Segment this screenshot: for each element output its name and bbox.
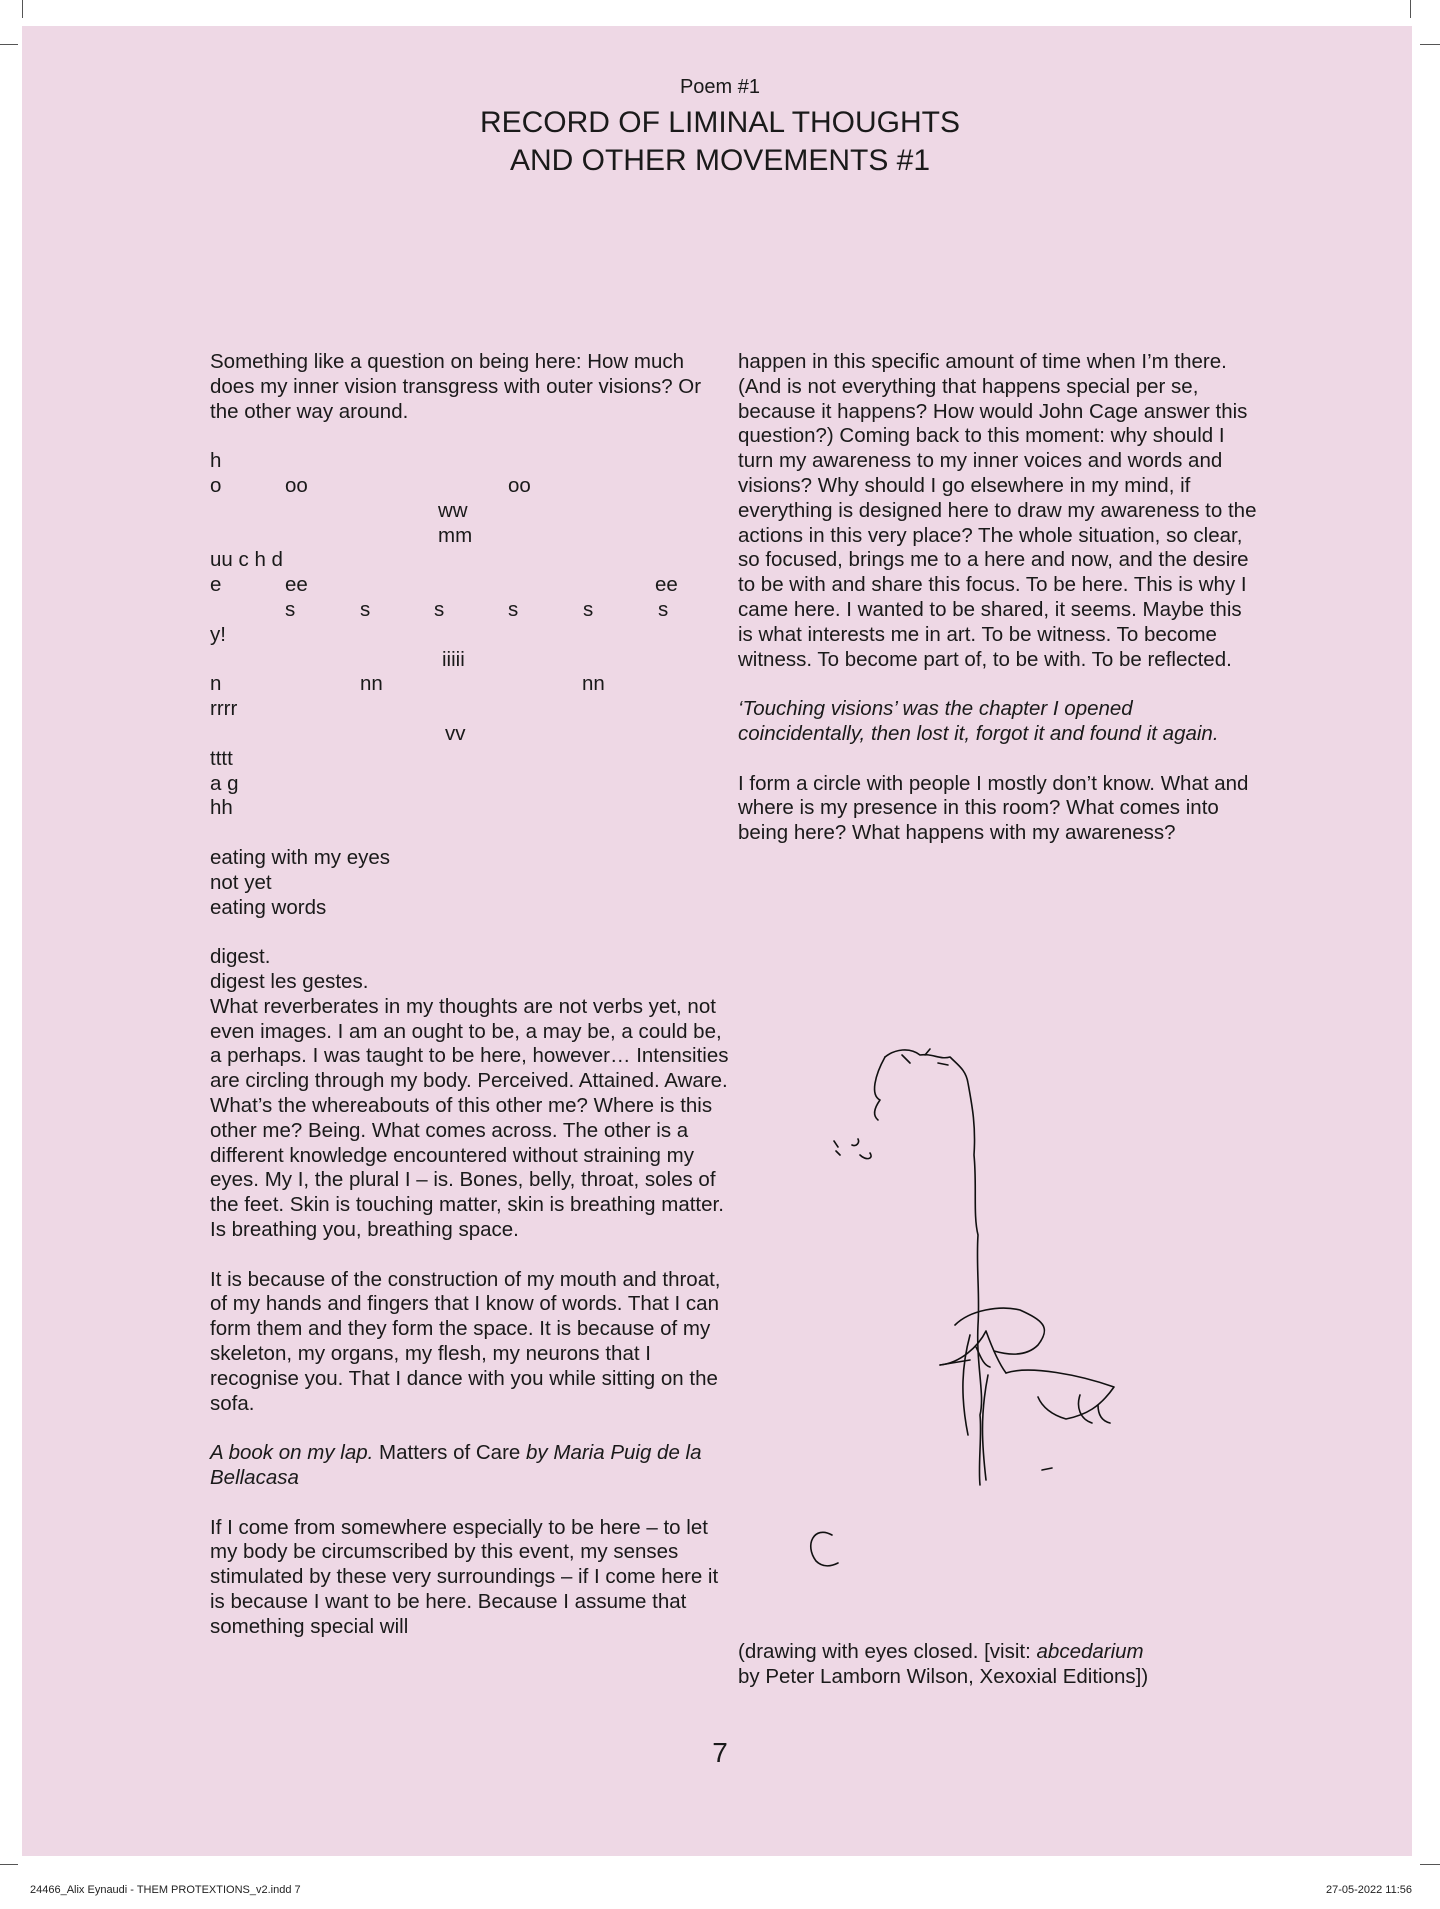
caption-credit: by Peter Lamborn Wilson, Xexoxial Editions]) xyxy=(738,1664,1149,1688)
slug-date: 27-05-2022 11:56 xyxy=(1325,1884,1412,1896)
concrete-letter: rrrr xyxy=(210,697,238,721)
crop-mark xyxy=(22,0,23,18)
concrete-poem xyxy=(210,449,730,821)
happen-paragraph: happen in this specific amount of time when I’m there. (And is not everything that happens special per se, because it happens? How would John Cage answer this question?) Coming back to this moment: why should I turn my awareness to my inner voices and words and visions? Why should I go elsewhere in my mind, if everything is designed here to draw my awareness to the actions in this very place? The whole situation, so clear, so focused, brings me to a here and now, and the desire to be with and share this focus. To be here. This is why I came here. I wanted to be shared, it seems. Maybe this is what interests me in art. To be witness. To become witness. To become part of, to be with. To be reflected. xyxy=(738,350,1257,671)
construction-paragraph: It is because of the construction of my mouth and throat, of my hands and fingers that I know of words. That I can form them and they form the space. It is because of my skeleton, my organs, my flesh, my neurons that I recognise you. That I dance with you while sitting on the sofa. xyxy=(210,1267,721,1415)
page-number: 7 xyxy=(712,1737,728,1768)
concrete-letter: a g xyxy=(210,771,239,795)
citation-italic: A book on my lap. xyxy=(210,1441,374,1465)
concrete-letter: nn xyxy=(360,672,383,696)
concrete-letter: s xyxy=(583,597,594,621)
concrete-letter: s xyxy=(285,597,296,621)
left-column xyxy=(210,350,730,1664)
citation-author: by Maria Puig de la Bellacasa xyxy=(210,1441,702,1489)
concrete-letter: vv xyxy=(445,721,466,745)
circle-paragraph: I form a circle with people I mostly don’t know. What and where is my presence in this room? What comes into being here? What happens with my awareness? xyxy=(738,771,1249,845)
concrete-letter: s xyxy=(508,597,519,621)
right-column xyxy=(738,350,1258,871)
book-citation xyxy=(210,1441,730,1491)
citation-title: Matters of Care xyxy=(373,1441,527,1465)
crop-mark xyxy=(1410,0,1411,18)
blind-line-drawing xyxy=(780,1035,1200,1595)
crop-mark xyxy=(1420,44,1440,45)
stanza-line: digest. xyxy=(210,945,271,969)
concrete-letter: mm xyxy=(438,523,473,547)
if-i-come-paragraph: If I come from somewhere especially to be here – to let my body be circumscribed by this event, my senses stimulated by these very surroundings – if I come here it is because I want to be here. Because I assume that something special will xyxy=(210,1515,719,1638)
caption-text: (drawing with eyes closed. [visit: xyxy=(738,1640,1037,1663)
crop-mark xyxy=(1420,1864,1440,1865)
intro-paragraph: Something like a question on being here: How much does my inner vision transgress with outer visions? Or the other way around. xyxy=(210,350,702,423)
crop-mark xyxy=(0,1864,18,1865)
digest-stanza xyxy=(210,945,730,1243)
concrete-letter: iiiii xyxy=(442,647,465,671)
concrete-letter: e xyxy=(210,573,222,597)
slug-file-info: 24466_Alix Eynaudi - THEM PROTEXTIONS_v2.indd 7 xyxy=(30,1884,301,1896)
touching-visions-paragraph: ‘Touching visions’ was the chapter I opened coincidentally, then lost it, forgot it and found it again. xyxy=(738,697,1219,745)
crop-mark xyxy=(0,44,18,45)
concrete-letter: hh xyxy=(210,796,233,820)
concrete-letter: y! xyxy=(210,622,226,646)
eating-stanza xyxy=(210,846,730,920)
title-line-2: AND OTHER MOVEMENTS #1 xyxy=(509,144,931,177)
concrete-letter: o xyxy=(210,473,222,497)
poem-header xyxy=(0,74,1440,180)
concrete-letter: ww xyxy=(438,498,468,522)
concrete-letter: oo xyxy=(285,473,308,497)
stanza-line: eating words xyxy=(210,895,327,919)
concrete-letter: ee xyxy=(285,573,308,597)
drawing-caption xyxy=(738,1640,1298,1690)
concrete-letter: n xyxy=(210,672,222,696)
title-line-1: RECORD OF LIMINAL THOUGHTS xyxy=(479,106,961,139)
concrete-letter: s xyxy=(658,597,669,621)
concrete-letter: nn xyxy=(582,672,605,696)
caption-title: abcedarium xyxy=(1036,1640,1144,1663)
concrete-letter: s xyxy=(434,597,445,621)
reverberates-paragraph: What reverberates in my thoughts are not verbs yet, not even images. I am an ought to be, a may be, a could be, a perhaps. I was taught to be here, however… Intensities are circling through my body. Perceived. Attained. Aware. What’s the whereabouts of this other me? Where is this other me? Being. What comes across. The other is a different knowledge encountered without straining my eyes. My I, the plural I – is. Bones, belly, throat, soles of the feet. Skin is touching matter, skin is breathing matter. Is breathing you, breathing space. xyxy=(210,994,729,1241)
poem-number: Poem #1 xyxy=(679,76,761,98)
poem-title xyxy=(0,104,1440,180)
concrete-letter: s xyxy=(360,597,371,621)
concrete-letter: uu c h d xyxy=(210,548,283,572)
concrete-letter: oo xyxy=(508,473,531,497)
stanza-line: not yet xyxy=(210,870,272,894)
concrete-letter: ee xyxy=(655,573,678,597)
concrete-letter: tttt xyxy=(210,746,233,770)
stanza-line: digest les gestes. xyxy=(210,969,369,993)
stanza-line: eating with my eyes xyxy=(210,845,391,869)
concrete-letter: h xyxy=(210,449,222,473)
